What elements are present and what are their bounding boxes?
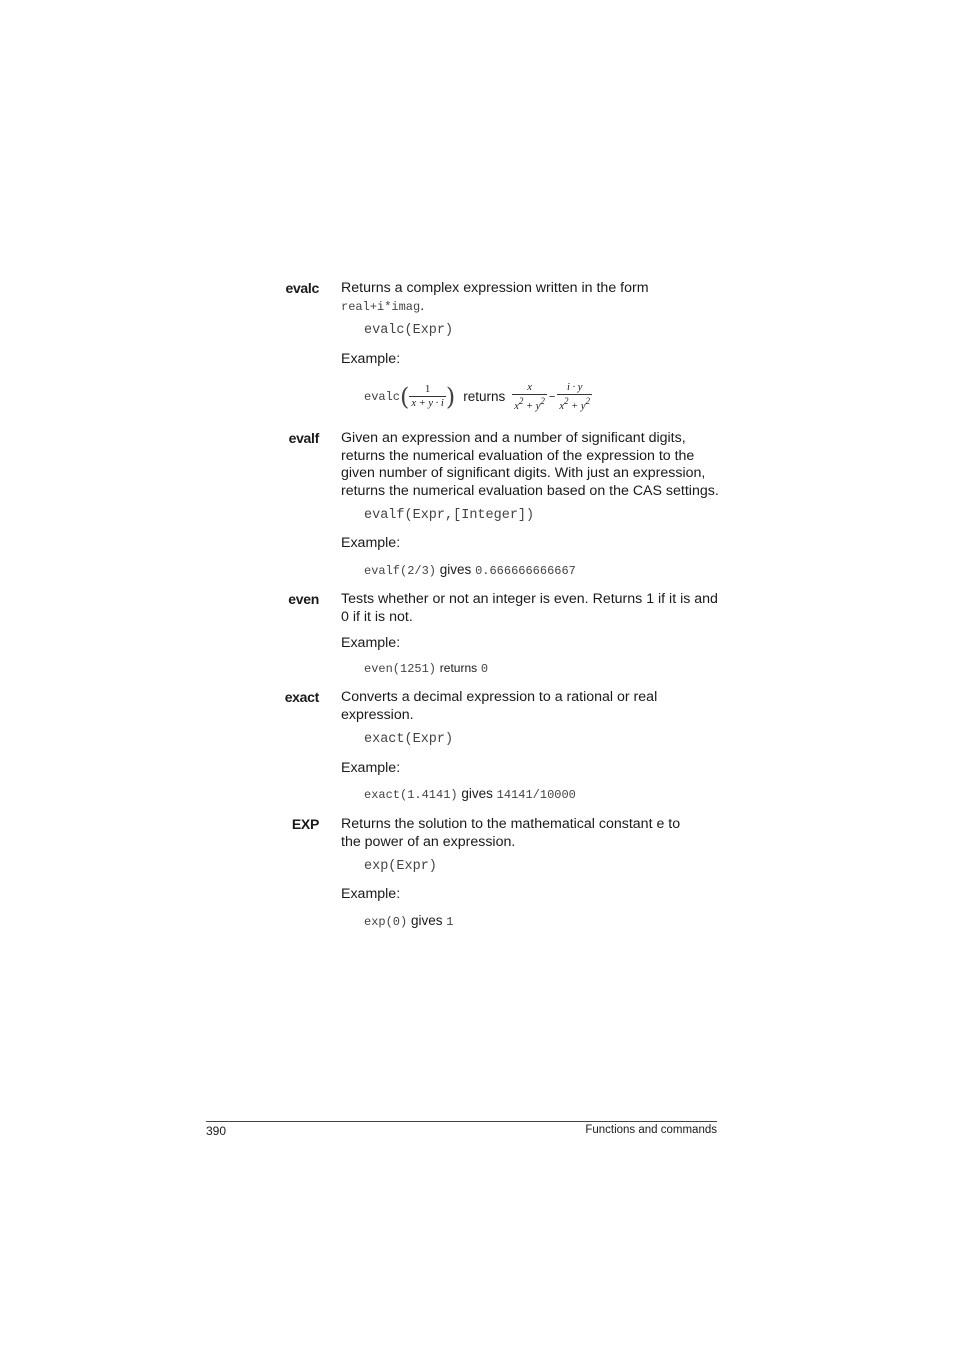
evalc-desc-end: . (420, 297, 425, 314)
arg-denominator: x + y · i (411, 398, 444, 409)
evalc-desc-text: Returns a complex expression written in the form (341, 280, 649, 296)
evalc-arg-fraction (409, 384, 445, 410)
exact-example-code: exact(1.4141) (364, 788, 458, 802)
evalc-description (341, 280, 721, 316)
evalc-example (364, 377, 592, 417)
evalf-example (364, 562, 576, 579)
left-paren-icon: ( (400, 383, 410, 411)
exact-example (364, 786, 576, 803)
exact-syntax: exact(Expr) (364, 732, 454, 747)
evalf-example-result: 0.666666666667 (475, 564, 576, 578)
evalc-desc-code: real+i*imag (341, 299, 421, 314)
evalc-example-fn: evalc (364, 390, 401, 404)
result1-numerator: x (527, 381, 532, 393)
exp-example (364, 913, 453, 930)
evalf-syntax: evalf(Expr,[Integer]) (364, 508, 535, 523)
term-exact: exact (284, 689, 319, 705)
page-number: 390 (206, 1124, 227, 1138)
exp-syntax: exp(Expr) (364, 859, 437, 874)
exp-example-label: Example: (341, 886, 401, 902)
evalf-example-code: evalf(2/3) (364, 564, 437, 578)
even-description: Tests whether or not an integer is even. Returns 1 if it is and 0 if it is not. (341, 591, 718, 625)
exp-example-result: 1 (446, 915, 454, 929)
exact-example-word: gives (461, 786, 493, 801)
footer-rule (206, 1121, 717, 1122)
term-exp: EXP (291, 816, 319, 832)
evalc-returns-word: returns (463, 389, 506, 404)
term-evalf: evalf (288, 430, 319, 446)
even-example-result: 0 (480, 662, 489, 676)
exp-example-word: gives (410, 913, 443, 928)
exact-description: Converts a decimal expression to a rational or real expression. (341, 689, 658, 723)
evalf-example-label: Example: (341, 535, 401, 551)
evalf-description: Given an expression and a number of significant digits, returns the numerical evaluation of the expression to the given number of significant digits. With just an expression, returns the numerical evaluation based on the CAS settings. (341, 430, 719, 499)
result2-denominator: $x^2 + y^2$ (559, 395, 591, 412)
result1-denominator: $x^2 + y^2$ (514, 395, 545, 412)
result-fraction-2 (557, 382, 592, 413)
result-fraction-1 (512, 382, 547, 413)
exp-description: Returns the solution to the mathematical constant e to the power of an expression. (341, 816, 681, 850)
even-example-label: Example: (341, 635, 401, 651)
exact-example-result: 14141/10000 (496, 788, 576, 802)
exp-example-code: exp(0) (364, 915, 408, 929)
arg-numerator: 1 (424, 384, 431, 395)
minus-sign: − (548, 391, 556, 403)
term-evalc: evalc (285, 280, 319, 296)
even-example (364, 660, 488, 677)
evalc-syntax: evalc(Expr) (364, 323, 454, 338)
even-example-word: returns (439, 661, 478, 675)
evalf-example-word: gives (439, 562, 472, 577)
even-example-code: even(1251) (364, 662, 437, 676)
exact-example-label: Example: (341, 760, 401, 776)
evalc-example-label: Example: (341, 351, 401, 367)
result2-numerator: i · y (566, 381, 583, 393)
term-even: even (288, 591, 319, 607)
right-paren-icon: ) (445, 383, 456, 411)
footer-section-title: Functions and commands (585, 1124, 717, 1136)
